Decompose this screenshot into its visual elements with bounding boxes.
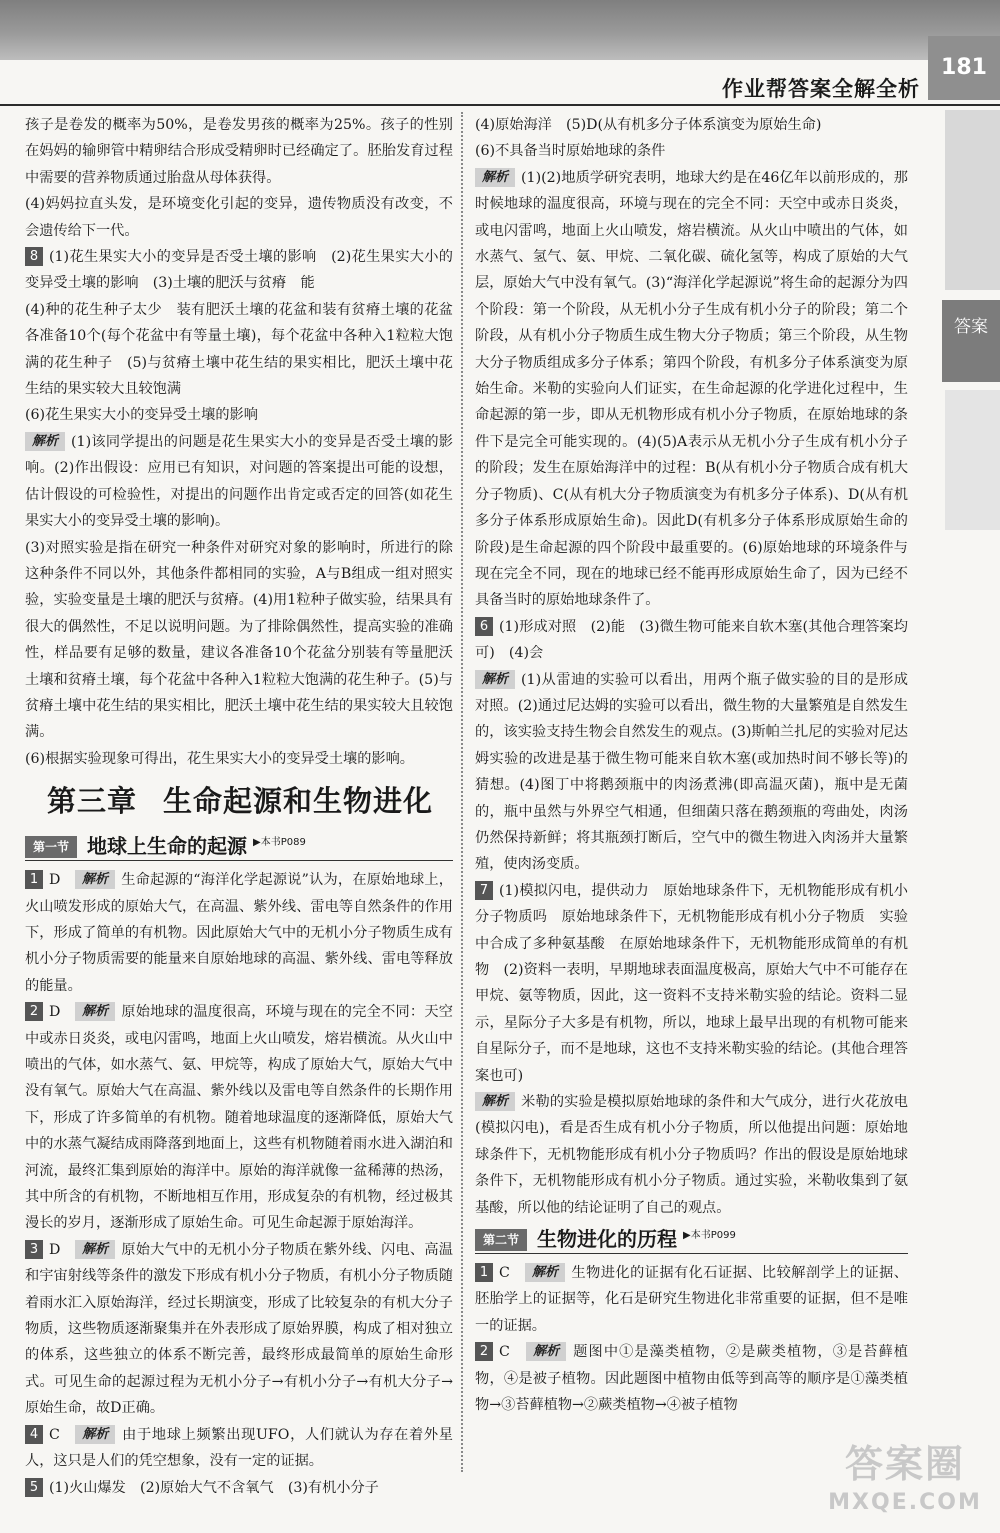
answer-item-4: [25, 1422, 453, 1475]
answer-text: 孩子是卷发的概率为50%，是卷发男孩的概率为25%。孩子的性别在妈妈的输卵管中精卵结合形成受精卵时已经确定了。胚胎发育过程中需要的营养物质通过胎盘从母体获得。: [25, 117, 453, 186]
analysis-text: 米勒的实验是模拟原始地球的条件和大气成分，进行火花放电(模拟闪电)，看是否生成有机小分子物质，所以他提出问题：原始地球条件下，无机物能形成有机小分子物质吗？作出的假设是原始地球条件下，无机物能形成有机小分子物质。通过实验，米勒收集到了氨基酸，所以他的结论证明了自己的观点。: [475, 1094, 908, 1216]
answer-choice: C: [49, 1426, 60, 1443]
answer-item-8: [25, 244, 453, 297]
answer-item-7: [475, 878, 908, 1089]
section-title: 生物进化的历程: [537, 1227, 678, 1252]
answer-text: (4)原始海洋 (5)D(从有机多分子体系演变为原始生命): [475, 117, 822, 133]
chapter-title: [47, 778, 453, 824]
analysis-block: [25, 429, 453, 535]
analysis-tag: 解析: [75, 1425, 115, 1444]
analysis-text: 原始地球的温度很高，环境与现在的完全不同：天空中或赤日炎炎，或电闪雷鸣，地面上火山喷发，熔岩横流。从火山中喷出的气体，如水蒸气、氨、甲烷等，构成了原始大气，原始大气中没有氧气。原始大气在高温、紫外线以及雷电等自然条件的长期作用下，形成了许多简单的有机物。随着地球温度的逐渐降低，原始大气中的水蒸气凝结成雨降落到地面上，这些有机物随着雨水进入湖泊和河流，最终汇集到原始的海洋中。原始的海洋就像一盆稀薄的热汤，其中所含的有机物，不断地相互作用，形成复杂的有机物，经过极其漫长的岁月，逐渐形成了原始生命。可见生命起源于原始海洋。: [25, 1004, 453, 1232]
answer-text: (4)种的花生种子太少 装有肥沃土壤的花盆和装有贫瘠土壤的花盆各准备10个(每个花盆中有等量土壤)，每个花盆中各种入1粒粒大饱满的花生种子 (5)与贫瘠土壤中花生结的果实相比，肥沃土壤中花生结的果实较大且较饱满: [25, 301, 453, 398]
analysis-text: 题图中①是藻类植物，②是蕨类植物，③是苔藓植物，④是被子植物。因此题图中植物由低等到高等的顺序是①藻类植物→③苔藓植物→②蕨类植物→④被子植物: [475, 1344, 908, 1414]
analysis-block: [475, 1089, 908, 1221]
analysis-text: (1)从雷迪的实验可以看出，用两个瓶子做实验的目的是形成对照。(2)通过尼达姆的实验可以看出，微生物的大量繁殖是自然发生的，该实验支持生物会自然发生的观点。(3)斯帕兰扎尼的实验对尼达姆实验的改进是基于微生物可能来自软木塞(或加热时间不够长等)的猜想。(4)图丁中将鹅颈瓶中的肉汤煮沸(即高温灭菌)，瓶中是无菌的，瓶中虽然与外界空气相通，但细菌只落在鹅颈瓶的弯曲处，肉汤仍然保持新鲜；将其瓶颈打断后，空气中的微生物进入肉汤并大量繁殖，使肉汤变质。: [475, 671, 908, 873]
analysis-text: (6)根据实验现象可得出，花生果实大小的变异受土壤的影响。: [25, 750, 414, 767]
question-number: 2: [475, 1342, 493, 1361]
answer-item-2: [475, 1339, 908, 1418]
answer-choice: C: [499, 1265, 510, 1282]
side-decoration: [945, 110, 1000, 290]
header-band: [0, 0, 1000, 60]
analysis-block: [475, 165, 908, 614]
answer-text: (1)形成对照 (2)能 (3)微生物可能来自软木塞(其他合理答案均可) (4)会: [475, 618, 908, 662]
answer-choice: D: [49, 872, 61, 889]
answer-choice: D: [49, 1241, 61, 1258]
analysis-tag: 解析: [526, 1342, 566, 1361]
answer-text: (6)花生果实大小的变异受土壤的影响: [25, 407, 258, 424]
watermark-logo: [815, 1440, 995, 1528]
side-tab-answers: 答案: [942, 300, 1000, 382]
left-column: [25, 112, 453, 1501]
chapter-name: 生命起源和生物进化: [163, 784, 434, 819]
analysis-text: 生命起源的“海洋化学起源说”认为，在原始地球上，火山喷发形成的原始大气，在高温、紫外线、雷电等自然条件的作用下，形成了简单的有机物。因此原始大气中的无机小分子物质生成有机小分子物质需要的能量来自原始地球的高温、紫外线、雷电等释放的能量。: [25, 872, 453, 994]
analysis-text: 原始大气中的无机小分子物质在紫外线、闪电、高温和宇宙射线等条件的激发下形成有机小分子物质，有机小分子物质随着雨水汇入原始海洋，经过长期演变，形成了比较复杂的有机大分子物质，这些物质逐渐聚集并在外表形成了原始界膜，构成了相对独立的体系，这些独立的体系不断完善，最终形成最简单的原始生命形式。可见生命的起源过程为无机小分子→有机小分子→有机大分子→原始生命，故D正确。: [25, 1241, 453, 1417]
section-page-ref: ▶本书P099: [683, 1229, 736, 1241]
analysis-text: (3)对照实验是指在研究一种条件对研究对象的影响时，所进行的除这种条件不同以外，其他条件都相同的实验，A与B组成一组对照实验，实验变量是土壤的肥沃与贫瘠。(4)用1粒种子做实验，结果具有很大的偶然性，不足以说明问题。为了排除偶然性，提高实验的准确性，样品要有足够的数量，建议各准备10个花盆分别装有等量肥沃土壤和贫瘠土壤，每个花盆中各种入1粒粒大饱满的花生种子。(5)与贫瘠土壤中花生结的果实相比，肥沃土壤中花生结的果实较大且较饱满。: [25, 539, 453, 741]
section-title: 地球上生命的起源: [87, 834, 248, 859]
analysis-block: [475, 667, 908, 878]
answer-item-3: [25, 1237, 453, 1422]
answer-text: (1)火山爆发 (2)原始大气不含氧气 (3)有机小分子: [49, 1479, 379, 1496]
question-number: 2: [25, 1002, 43, 1021]
answer-choice: C: [499, 1344, 510, 1361]
column-divider: [461, 112, 463, 1472]
analysis-text: (1)该同学提出的问题是花生果实大小的变异是否受土壤的影响。(2)作出假设：应用已有知识，对问题的答案提出可能的设想，估计假设的可检验性，对提出的问题作出肯定或否定的回答(如花生果实大小的变异受土壤的影响)。: [25, 433, 453, 530]
question-number: 6: [475, 617, 493, 636]
answer-text: (4)妈妈拉直头发，是环境变化引起的变异，遗传物质没有改变，不会遗传给下一代。: [25, 196, 453, 239]
section-page-ref: ▶本书P089: [253, 836, 306, 848]
question-number: 1: [25, 870, 43, 889]
analysis-tag: 解析: [475, 670, 515, 689]
question-number: 8: [25, 247, 43, 266]
answer-text: (1)模拟闪电，提供动力 原始地球条件下，无机物能形成有机小分子物质吗 原始地球条件下，无机物能形成有机小分子物质 实验中合成了多种氨基酸 在原始地球条件下，无机物能形成简单的有机物 (2)资料一表明，早期地球表面温度极高，原始大气中不可能存在甲烷、氨等物质，因此，这一资料不支持米勒实验的结论。资料二显示，星际分子大多是有机物，所以，地球上最早出现的有机物可能来自星际分子，而不是地球，这也不支持米勒实验的结论。(其他合理答案也可): [475, 882, 908, 1084]
answer-item-1: [475, 1260, 908, 1339]
question-number: 4: [25, 1425, 43, 1444]
side-decoration-lower: [945, 390, 1000, 530]
question-number: 5: [25, 1478, 43, 1497]
analysis-tag: 解析: [75, 870, 115, 889]
section-heading: [25, 830, 453, 861]
analysis-tag: 解析: [525, 1263, 565, 1282]
right-column: [475, 112, 908, 1419]
section-tag: 第一节: [25, 836, 77, 858]
analysis-tag: 解析: [75, 1240, 115, 1259]
answer-choice: D: [49, 1004, 61, 1021]
analysis-tag: 解析: [475, 1092, 515, 1111]
analysis-tag: 解析: [25, 432, 65, 451]
answer-item-1: [25, 867, 453, 999]
answer-text: (1)花生果实大小的变异是否受土壤的影响 (2)花生果实大小的变异受土壤的影响 (3)土壤的肥沃与贫瘠 能: [25, 249, 453, 292]
analysis-text: (1)(2)地质学研究表明，地球大约是在46亿年以前形成的，那时候地球的温度很高，环境与现在的完全不同：天空中或赤日炎炎，或电闪雷鸣，地面上火山喷发，熔岩横流。从火山中喷出的气体，如水蒸气、氢气、氨、甲烷、二氧化碳、硫化氢等，构成了原始的大气层，原始大气中没有氧气。(3)“海洋化学起源说”将生命的起源分为四个阶段：第一个阶段，从无机小分子生成有机小分子的阶段；第二个阶段，从有机小分子物质生成生物大分子物质；第三个阶段，从生物大分子物质组成多分子体系；第四个阶段，有机多分子体系演变为原始生命。米勒的实验向人们证实，在生命起源的化学进化过程中，生命起源的第一步，即从无机物形成有机小分子物质，在原始地球的条件下是完全可能实现的。(4)(5)A表示从无机小分子生成有机小分子的阶段；发生在原始海洋中的过程：B(从有机小分子物质合成有机大分子物质)、C(从有机大分子物质演变为有机多分子体系)、D(从有机多分子体系形成原始生命)。因此D(有机多分子体系形成原始生命的阶段)是生命起源的四个阶段中最重要的。(6)原始地球的环境条件与现在完全不同，现在的地球已经不能再形成原始生命了，因为已经不具备当时的原始地球条件了。: [475, 169, 908, 609]
question-number: 3: [25, 1240, 43, 1259]
analysis-tag: 解析: [475, 168, 515, 187]
analysis-text: 由于地球上频繁出现UFO，人们就认为存在着外星人，这只是人们的凭空想象，没有一定的证据。: [25, 1426, 453, 1470]
watermark-url: MXQE.COM: [828, 1490, 982, 1515]
question-number: 1: [475, 1263, 493, 1282]
answer-item-2: [25, 999, 453, 1237]
page-number: 181: [928, 36, 1000, 100]
chapter-number: 第三章: [47, 784, 138, 819]
page-header-title: 作业帮答案全解全析: [722, 77, 920, 101]
analysis-tag: 解析: [75, 1002, 115, 1021]
question-number: 7: [475, 881, 493, 900]
watermark-text: 答案圈: [844, 1442, 965, 1486]
header-rule: [0, 104, 1000, 106]
section-heading: [475, 1223, 908, 1254]
analysis-text: 生物进化的证据有化石证据、比较解剖学上的证据、胚胎学上的证据等，化石是研究生物进化非常重要的证据，但不是唯一的证据。: [475, 1265, 908, 1334]
answer-item-5: [25, 1475, 453, 1501]
answer-text: (6)不具备当时原始地球的条件: [475, 143, 666, 160]
section-tag: 第二节: [475, 1229, 527, 1251]
answer-item-6: [475, 614, 908, 667]
